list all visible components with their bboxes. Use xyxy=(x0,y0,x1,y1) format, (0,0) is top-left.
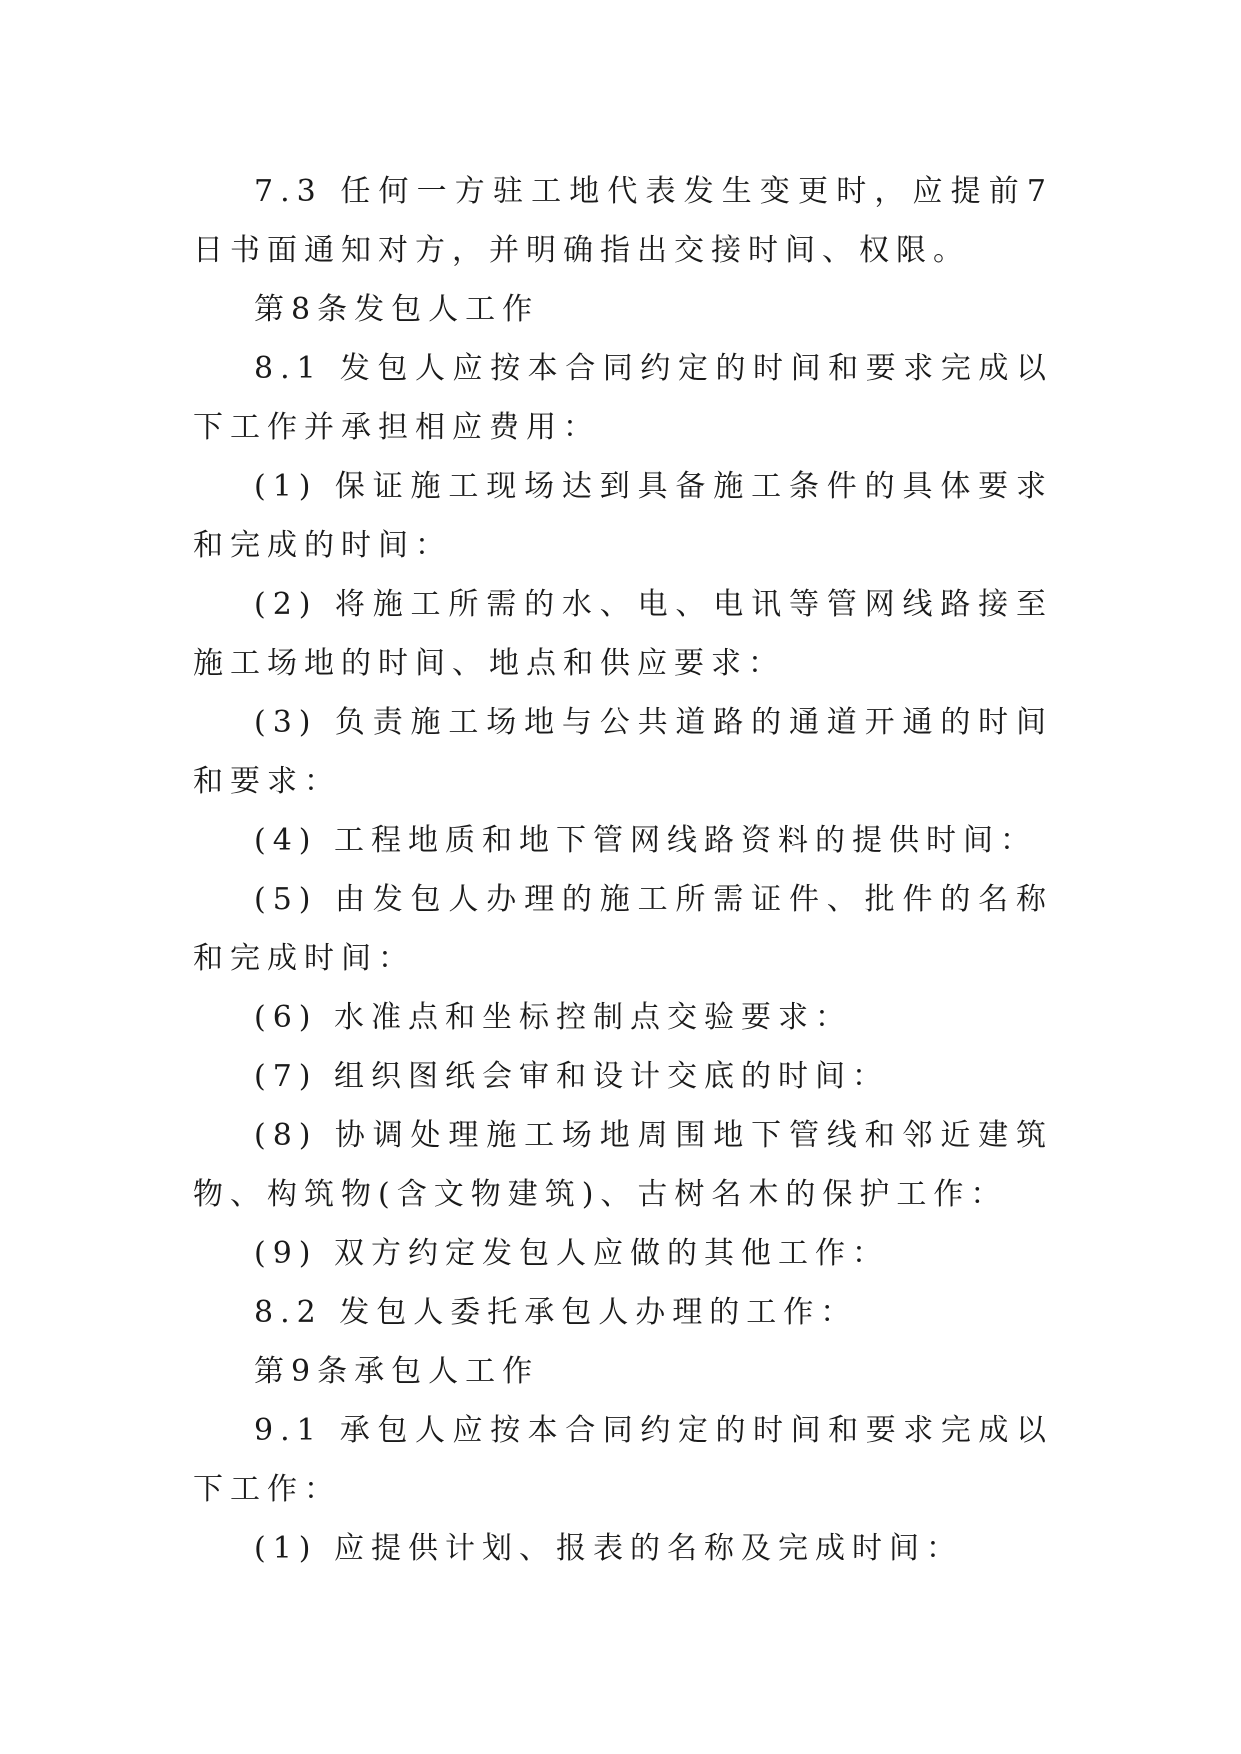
paragraph-9-1-item-1: (1) 应提供计划、报表的名称及完成时间： xyxy=(254,1531,964,1566)
paragraph-7-3: 7.3 任何一方驻工地代表发生变更时，应提前7日书面通知对方，并明确指出交接时间、权限。 xyxy=(193,174,1053,268)
paragraph-8-1-item-8: (8) 协调处理施工场地周围地下管线和邻近建筑物、构筑物(含文物建筑)、古树名木的保护工作： xyxy=(193,1118,1053,1212)
paragraph-8-1-item-4: (4) 工程地质和地下管网线路资料的提供时间： xyxy=(254,823,1038,858)
paragraph-8-1-item-1: (1) 保证施工现场达到具备施工条件的具体要求和完成的时间： xyxy=(193,469,1053,563)
paragraph-8-1-item-2: (2) 将施工所需的水、电、电讯等管网线路接至施工场地的时间、地点和供应要求： xyxy=(193,587,1053,681)
paragraph-8-2: 8.2 发包人委托承包人办理的工作： xyxy=(254,1295,858,1330)
paragraph-9-1: 9.1 承包人应按本合同约定的时间和要求完成以下工作： xyxy=(193,1413,1053,1507)
paragraph-8-1-item-9: (9) 双方约定发包人应做的其他工作： xyxy=(254,1236,890,1271)
paragraph-8-1-item-6: (6) 水准点和坐标控制点交验要求： xyxy=(254,1000,853,1035)
article-9-heading: 第9条承包人工作 xyxy=(254,1354,540,1389)
paragraph-8-1-item-7: (7) 组织图纸会审和设计交底的时间： xyxy=(254,1059,890,1094)
article-8-heading: 第8条发包人工作 xyxy=(254,292,540,327)
paragraph-8-1-item-3: (3) 负责施工场地与公共道路的通道开通的时间和要求： xyxy=(193,705,1053,799)
paragraph-8-1: 8.1 发包人应按本合同约定的时间和要求完成以下工作并承担相应费用： xyxy=(193,351,1053,445)
document-body xyxy=(193,162,1053,1578)
paragraph-8-1-item-5: (5) 由发包人办理的施工所需证件、批件的名称和完成时间： xyxy=(193,882,1053,976)
